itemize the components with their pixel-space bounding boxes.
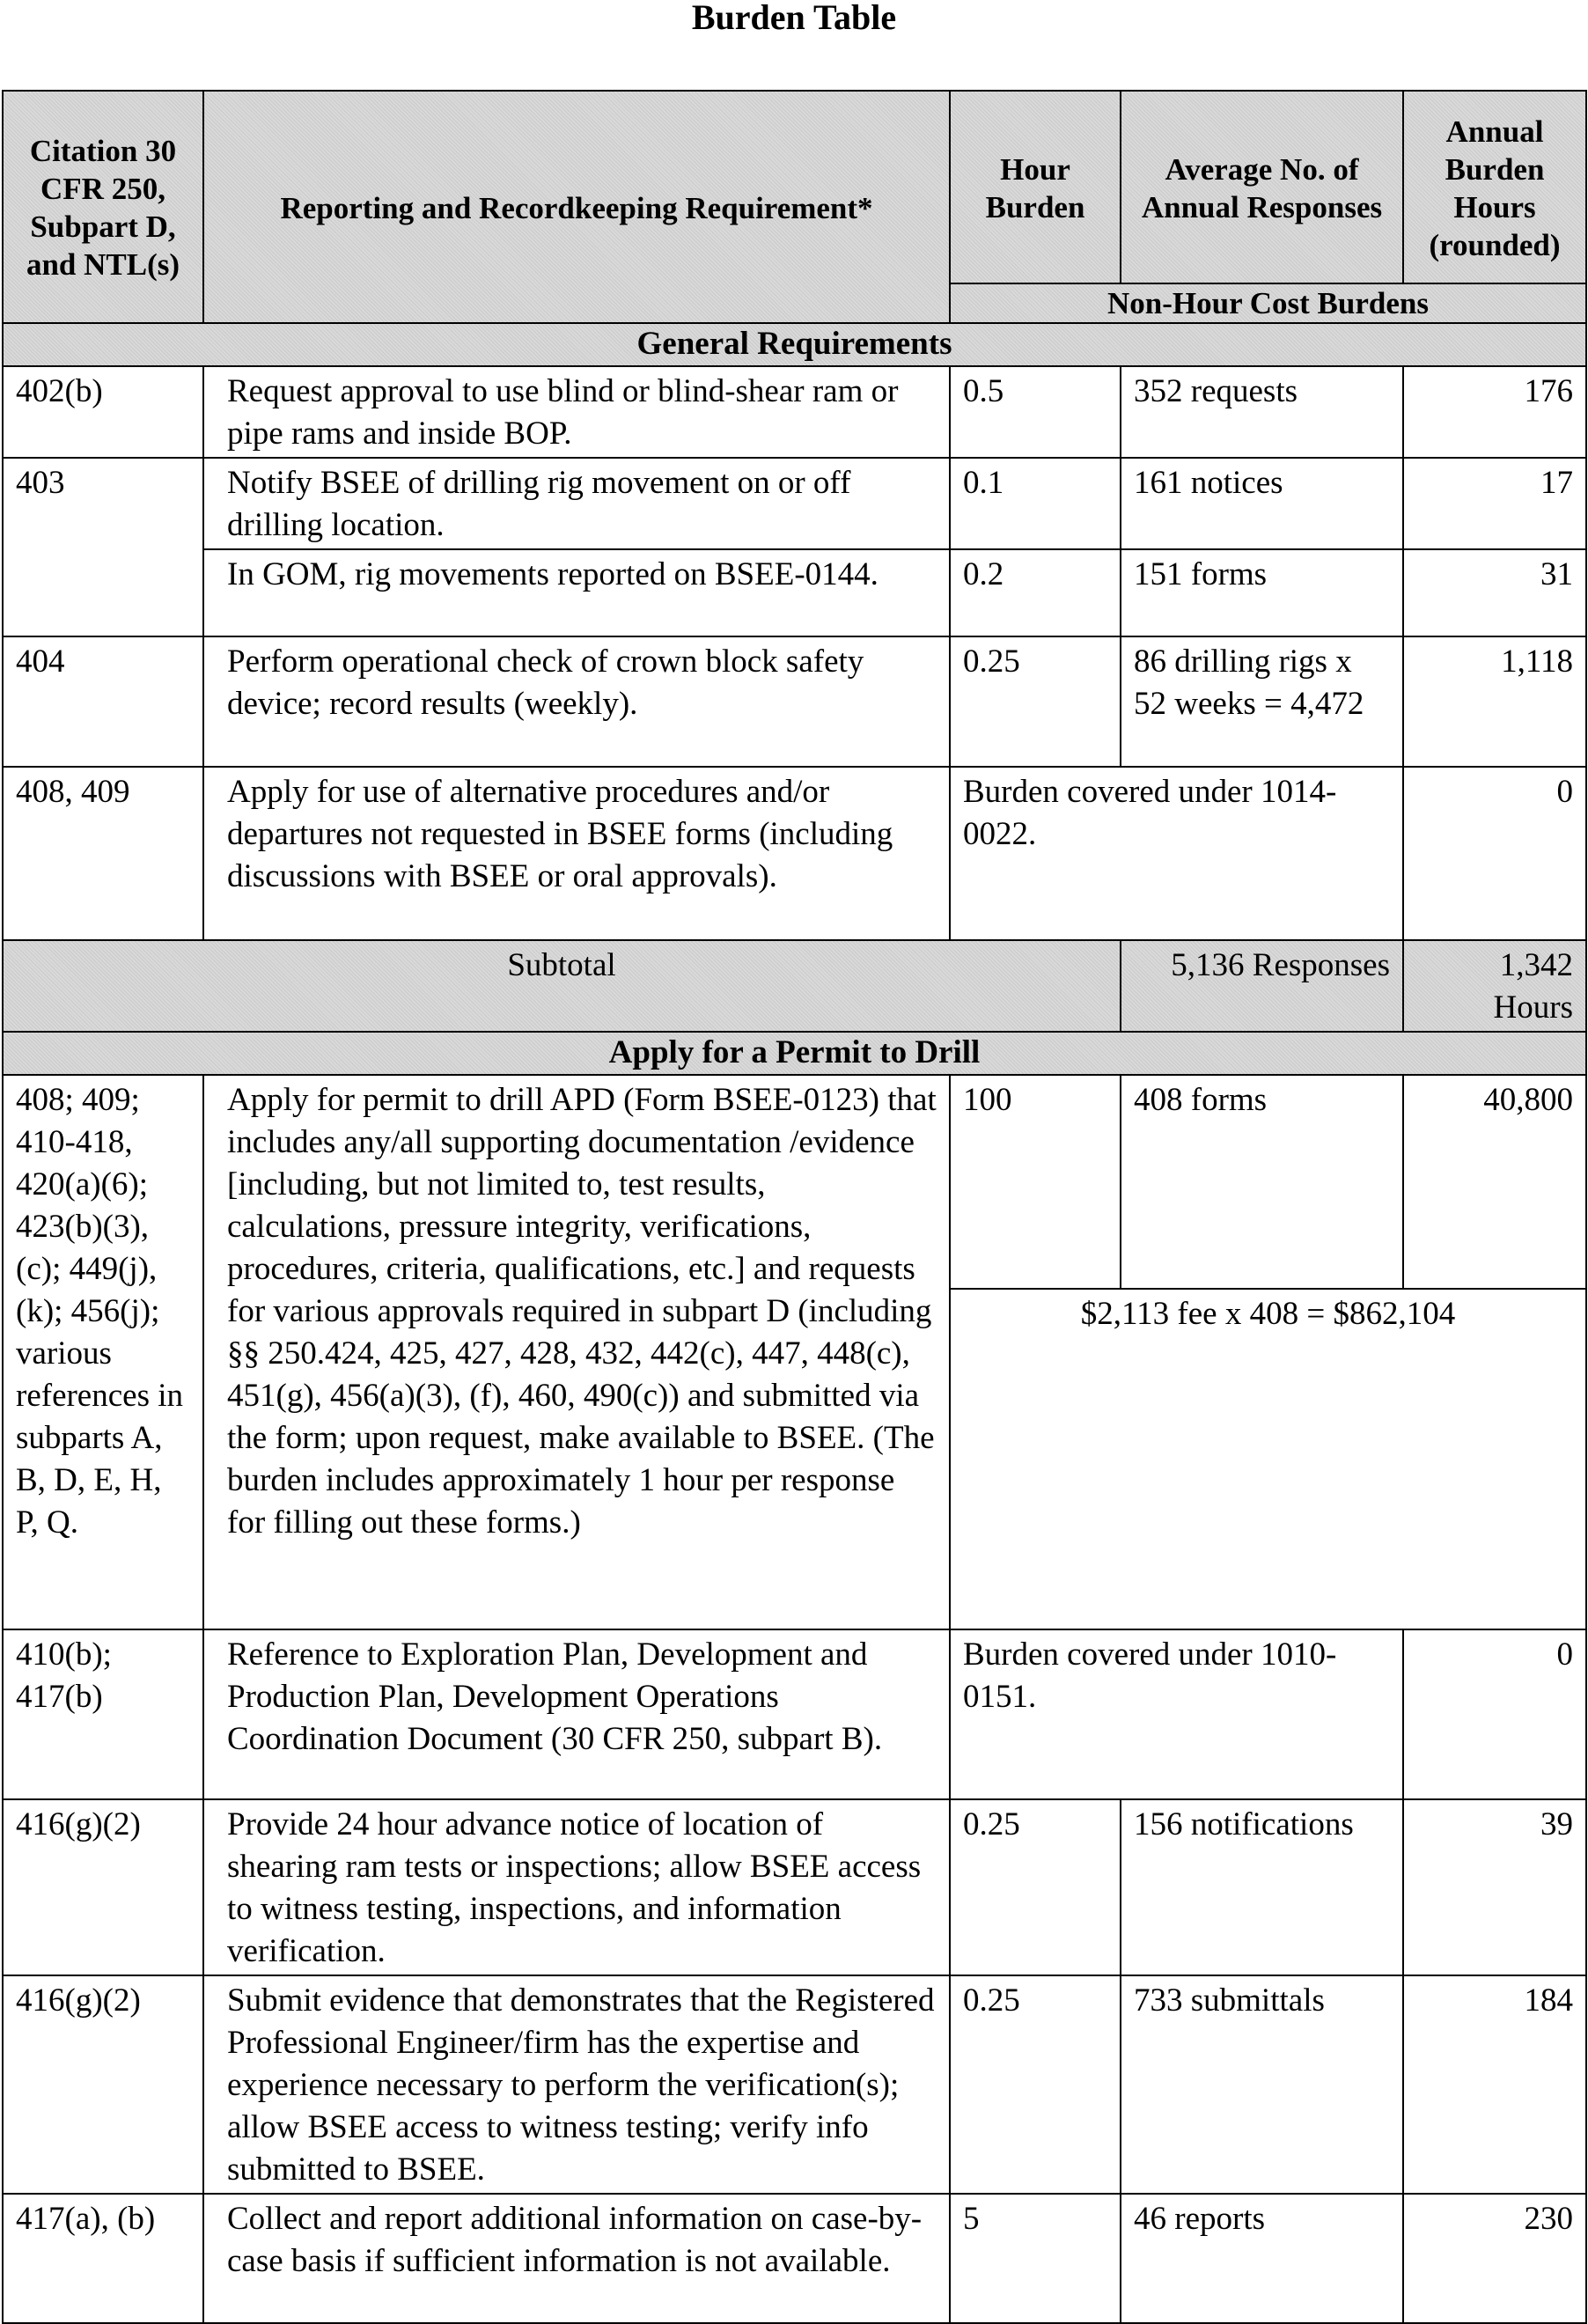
subtotal-hours: 1,342 Hours — [1403, 940, 1586, 1032]
burden-covered-cell: Burden covered under 1010-0151. — [950, 1629, 1403, 1799]
citation-cell: 416(g)(2) — [3, 1799, 203, 1975]
hour-burden-cell: 0.25 — [950, 1975, 1121, 2194]
header-annual-burden-hours: Annual Burden Hours (rounded) — [1403, 91, 1586, 283]
requirement-cell: In GOM, rig movements reported on BSEE-0144. — [203, 549, 950, 636]
page-title: Burden Table — [691, 0, 897, 37]
citation-cell: 404 — [3, 636, 203, 767]
hour-burden-cell: 0.2 — [950, 549, 1121, 636]
requirement-cell: Collect and report additional information on case-by-case basis if sufficient information is not available. — [203, 2194, 950, 2323]
responses-cell: 352 requests — [1121, 366, 1403, 458]
non-hour-cost-cell: $2,113 fee x 408 = $862,104 — [950, 1289, 1586, 1629]
citation-cell: 408, 409 — [3, 767, 203, 940]
annual-hours-cell: 0 — [1403, 767, 1586, 940]
table-row — [3, 458, 1586, 549]
table-row — [3, 2194, 1586, 2323]
burden-covered-cell: Burden covered under 1014-0022. — [950, 767, 1403, 940]
responses-cell: 86 drilling rigs x 52 weeks = 4,472 — [1121, 636, 1403, 767]
requirement-cell: Submit evidence that demonstrates that the Registered Professional Engineer/firm has the expertise and experience necessary to perform the verification(s); allow BSEE access to witness testing; verify info submitted to BSEE. — [203, 1975, 950, 2194]
table-row — [3, 1629, 1586, 1799]
requirement-cell: Apply for permit to drill APD (Form BSEE-0123) that includes any/all supporting documentation /evidence [including, but not limited to, test results, calculations, pressure integrity, verifications, procedures, criteria, qualifications, etc.] and requests for various approvals required in subpart D (including §§ 250.424, 425, 427, 428, 432, 442(c), 447, 448(c), 451(g), 456(a)(3), (f), 460, 490(c)) and submitted via the form; upon request, make available to BSEE. (The burden includes approximately 1 hour per response for filling out these forms.) — [203, 1075, 950, 1629]
hour-burden-cell: 5 — [950, 2194, 1121, 2323]
citation-cell: 416(g)(2) — [3, 1975, 203, 2194]
table-row — [3, 366, 1586, 458]
annual-hours-cell: 184 — [1403, 1975, 1586, 2194]
header-requirement: Reporting and Recordkeeping Requirement* — [203, 91, 950, 323]
annual-hours-cell: 1,118 — [1403, 636, 1586, 767]
subtotal-responses: 5,136 Responses — [1121, 940, 1403, 1032]
citation-cell: 403 — [3, 458, 203, 636]
burden-table — [2, 90, 1587, 2324]
subtotal-row — [3, 940, 1586, 1032]
citation-cell: 410(b); 417(b) — [3, 1629, 203, 1799]
hour-burden-cell: 0.5 — [950, 366, 1121, 458]
responses-cell: 733 submittals — [1121, 1975, 1403, 2194]
requirement-cell: Notify BSEE of drilling rig movement on or off drilling location. — [203, 458, 950, 549]
responses-cell: 151 forms — [1121, 549, 1403, 636]
annual-hours-cell: 230 — [1403, 2194, 1586, 2323]
annual-hours-cell: 176 — [1403, 366, 1586, 458]
hour-burden-cell: 100 — [950, 1075, 1121, 1289]
citation-cell: 408; 409; 410-418, 420(a)(6); 423(b)(3), (c); 449(j), (k); 456(j); various references in subparts A, B, D, E, H, P, Q. — [3, 1075, 203, 1629]
table-row — [3, 1975, 1586, 2194]
requirement-cell: Perform operational check of crown block safety device; record results (weekly). — [203, 636, 950, 767]
annual-hours-cell: 31 — [1403, 549, 1586, 636]
section-apply-permit-to-drill: Apply for a Permit to Drill — [3, 1032, 1586, 1075]
header-hour-burden: Hour Burden — [950, 91, 1121, 283]
citation-cell: 402(b) — [3, 366, 203, 458]
requirement-cell: Reference to Exploration Plan, Development and Production Plan, Development Operations Coordination Document (30 CFR 250, subpart B). — [203, 1629, 950, 1799]
hour-burden-cell: 0.25 — [950, 1799, 1121, 1975]
hour-burden-cell: 0.25 — [950, 636, 1121, 767]
requirement-cell: Provide 24 hour advance notice of location of shearing ram tests or inspections; allow BSEE access to witness testing, inspections, and information verification. — [203, 1799, 950, 1975]
table-row — [3, 636, 1586, 767]
table-row — [3, 549, 1586, 636]
responses-cell: 408 forms — [1121, 1075, 1403, 1289]
requirement-cell: Apply for use of alternative procedures and/or departures not requested in BSEE forms (including discussions with BSEE or oral approvals). — [203, 767, 950, 940]
table-row — [3, 1799, 1586, 1975]
responses-cell: 161 notices — [1121, 458, 1403, 549]
responses-cell: 156 notifications — [1121, 1799, 1403, 1975]
header-non-hour-cost: Non-Hour Cost Burdens — [950, 283, 1586, 323]
section-general-requirements: General Requirements — [3, 323, 1586, 366]
table-row — [3, 1075, 1586, 1289]
table-row — [3, 767, 1586, 940]
annual-hours-cell: 40,800 — [1403, 1075, 1586, 1289]
citation-cell: 417(a), (b) — [3, 2194, 203, 2323]
header-average-responses: Average No. of Annual Responses — [1121, 91, 1403, 283]
annual-hours-cell: 39 — [1403, 1799, 1586, 1975]
header-citation: Citation 30 CFR 250, Subpart D, and NTL(s) — [3, 91, 203, 323]
hour-burden-cell: 0.1 — [950, 458, 1121, 549]
requirement-cell: Request approval to use blind or blind-shear ram or pipe rams and inside BOP. — [203, 366, 950, 458]
subtotal-label: Subtotal — [3, 940, 1121, 1032]
responses-cell: 46 reports — [1121, 2194, 1403, 2323]
annual-hours-cell: 0 — [1403, 1629, 1586, 1799]
annual-hours-cell: 17 — [1403, 458, 1586, 549]
